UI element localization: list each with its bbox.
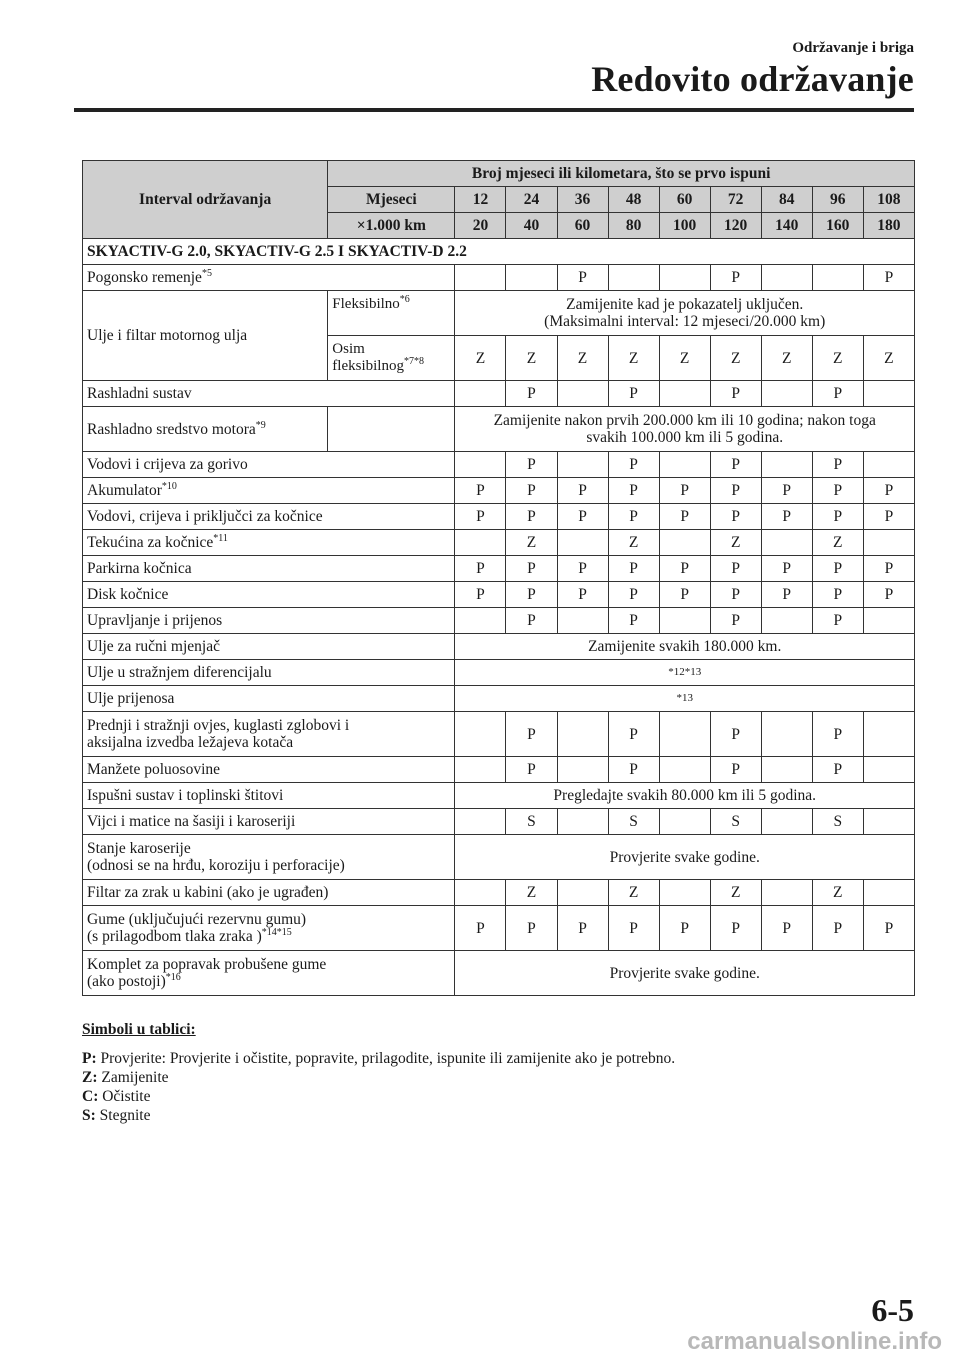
row-label: Manžete poluosovine	[83, 757, 455, 783]
value-cell: P	[608, 757, 659, 783]
table-row	[83, 608, 915, 634]
value-cell: P	[812, 478, 863, 504]
value-cell: P	[710, 381, 761, 407]
value-cell: P	[557, 478, 608, 504]
table-row	[83, 880, 915, 906]
value-cell	[455, 880, 506, 906]
table-row	[83, 504, 915, 530]
row-text: Zamijenite nakon prvih 200.000 km ili 10 godina; nakon toga svakih 100.000 km ili 5 godina.	[455, 407, 915, 452]
value-cell	[557, 530, 608, 556]
row-label: Vodovi, crijeva i priključci za kočnice	[83, 504, 455, 530]
table-row	[83, 809, 915, 835]
row-note: *12*13	[455, 660, 915, 686]
value-cell: P	[863, 265, 914, 291]
value-cell	[761, 712, 812, 757]
value-cell	[761, 757, 812, 783]
value-cell: P	[455, 906, 506, 951]
table-row	[83, 757, 915, 783]
value-cell: Z	[608, 530, 659, 556]
value-cell: Z	[710, 336, 761, 381]
row-text: Provjerite svake godine.	[455, 951, 915, 996]
value-cell: 60	[659, 187, 710, 213]
value-cell: P	[506, 712, 557, 757]
value-cell: P	[659, 582, 710, 608]
value-cell	[659, 757, 710, 783]
table-row	[83, 381, 915, 407]
value-cell: 72	[710, 187, 761, 213]
value-cell: P	[710, 556, 761, 582]
value-cell: P	[557, 906, 608, 951]
value-cell: P	[608, 582, 659, 608]
row-label: Rashladni sustav	[83, 381, 455, 407]
value-cell	[812, 265, 863, 291]
row-text: Pregledajte svakih 80.000 km ili 5 godina.	[455, 783, 915, 809]
table-row	[83, 582, 915, 608]
interval-header: Interval održavanja	[83, 161, 328, 239]
row-label: Disk kočnice	[83, 582, 455, 608]
value-cell: S	[506, 809, 557, 835]
row-label: Ulje u stražnjem diferencijalu	[83, 660, 455, 686]
table-row	[83, 478, 915, 504]
value-cell: S	[812, 809, 863, 835]
value-cell: P	[863, 906, 914, 951]
value-cell: Z	[557, 336, 608, 381]
row-label: Ulje i filtar motornog ulja	[83, 291, 328, 381]
value-cell: P	[812, 608, 863, 634]
value-cell: P	[812, 504, 863, 530]
value-cell	[455, 608, 506, 634]
value-cell	[863, 757, 914, 783]
value-cell: P	[710, 608, 761, 634]
value-cell: 108	[863, 187, 914, 213]
value-cell: P	[659, 556, 710, 582]
value-cell	[863, 530, 914, 556]
row-label: Stanje karoserije (odnosi se na hrđu, koroziju i perforacije)	[83, 835, 455, 880]
value-cell: Z	[455, 336, 506, 381]
value-cell	[455, 452, 506, 478]
legend-item: Z: Zamijenite	[82, 1069, 169, 1086]
value-cell	[455, 809, 506, 835]
value-cell: P	[761, 556, 812, 582]
watermark: carmanualsonline.info	[687, 1328, 942, 1355]
value-cell: P	[659, 906, 710, 951]
value-cell: P	[761, 504, 812, 530]
row-text: Zamijenite svakih 180.000 km.	[455, 634, 915, 660]
value-cell: Z	[659, 336, 710, 381]
value-cell: P	[557, 265, 608, 291]
table-row	[83, 452, 915, 478]
value-cell: Z	[812, 336, 863, 381]
row-label: Parkirna kočnica	[83, 556, 455, 582]
value-cell: Z	[812, 530, 863, 556]
row-label: Ispušni sustav i toplinski štitovi	[83, 783, 455, 809]
value-cell: P	[506, 757, 557, 783]
value-cell	[761, 381, 812, 407]
value-cell	[557, 809, 608, 835]
value-cell: P	[761, 906, 812, 951]
value-cell: P	[710, 757, 761, 783]
value-cell: P	[506, 556, 557, 582]
value-cell: 80	[608, 213, 659, 239]
value-cell: 48	[608, 187, 659, 213]
row-label: Komplet za popravak probušene gume (ako postoji)$^{*16}$	[83, 951, 455, 996]
value-cell: 40	[506, 213, 557, 239]
value-cell: P	[761, 582, 812, 608]
sub-label-flex: Fleksibilno$^{*6}$	[328, 291, 455, 336]
value-cell: P	[812, 381, 863, 407]
value-cell: Z	[506, 336, 557, 381]
table-row	[83, 530, 915, 556]
value-cell	[506, 265, 557, 291]
value-cell: P	[710, 452, 761, 478]
value-cell	[659, 265, 710, 291]
legend-title: Simboli u tablici:	[82, 1021, 196, 1038]
value-cell: P	[608, 556, 659, 582]
value-cell: P	[608, 381, 659, 407]
value-cell: P	[812, 712, 863, 757]
value-cell: Z	[812, 880, 863, 906]
value-cell: 60	[557, 213, 608, 239]
value-cell: 24	[506, 187, 557, 213]
value-cell: P	[710, 712, 761, 757]
value-cell: P	[710, 582, 761, 608]
value-cell	[455, 530, 506, 556]
table-row	[83, 686, 915, 712]
maintenance-table	[82, 160, 915, 996]
value-cell: P	[506, 381, 557, 407]
value-cell: P	[863, 556, 914, 582]
row-label: Upravljanje i prijenos	[83, 608, 455, 634]
table-row	[83, 835, 915, 880]
value-cell: P	[863, 582, 914, 608]
value-cell	[761, 809, 812, 835]
row-label: Pogonsko remenje$^{*5}$	[83, 265, 455, 291]
months-label: Mjeseci	[328, 187, 455, 213]
value-cell	[557, 452, 608, 478]
row-label: Prednji i stražnji ovjes, kuglasti zglobovi i aksijalna izvedba ležajeva kotača	[83, 712, 455, 757]
row-note: *13	[455, 686, 915, 712]
value-cell: P	[812, 452, 863, 478]
value-cell: P	[812, 906, 863, 951]
value-cell	[761, 452, 812, 478]
value-cell: P	[710, 906, 761, 951]
value-cell: P	[506, 452, 557, 478]
value-cell	[455, 265, 506, 291]
value-cell	[863, 452, 914, 478]
value-cell: S	[608, 809, 659, 835]
value-cell: P	[812, 556, 863, 582]
value-cell: P	[608, 906, 659, 951]
legend-item: C: Očistite	[82, 1088, 151, 1105]
table-row	[83, 634, 915, 660]
value-cell	[761, 608, 812, 634]
value-cell: P	[608, 504, 659, 530]
page-title: Redovito održavanje	[591, 59, 914, 99]
empty-cell	[328, 407, 455, 452]
value-cell	[455, 381, 506, 407]
value-cell: P	[710, 478, 761, 504]
row-text: Provjerite svake godine.	[455, 835, 915, 880]
row-label: Tekućina za kočnice$^{*11}$	[83, 530, 455, 556]
value-cell: P	[659, 478, 710, 504]
value-cell: P	[557, 504, 608, 530]
value-cell: P	[761, 478, 812, 504]
value-cell	[659, 809, 710, 835]
table-row	[83, 951, 915, 996]
row-label: Ulje prijenosa	[83, 686, 455, 712]
value-cell: P	[608, 452, 659, 478]
value-cell	[659, 530, 710, 556]
value-cell	[659, 452, 710, 478]
value-cell: 180	[863, 213, 914, 239]
value-cell: Z	[863, 336, 914, 381]
value-cell: Z	[506, 880, 557, 906]
value-cell	[557, 381, 608, 407]
table-row	[83, 712, 915, 757]
value-cell: P	[608, 608, 659, 634]
value-cell	[608, 265, 659, 291]
value-cell: Z	[608, 880, 659, 906]
value-cell	[557, 757, 608, 783]
value-cell: 84	[761, 187, 812, 213]
engine-section: SKYACTIV-G 2.0, SKYACTIV-G 2.5 I SKYACTIV-D 2.2	[83, 239, 915, 265]
value-cell	[659, 880, 710, 906]
value-cell: P	[506, 504, 557, 530]
value-cell: P	[506, 608, 557, 634]
value-cell	[863, 608, 914, 634]
value-cell	[761, 530, 812, 556]
value-cell	[761, 880, 812, 906]
value-cell: 140	[761, 213, 812, 239]
value-cell	[863, 809, 914, 835]
table-row	[83, 265, 915, 291]
row-label: Vijci i matice na šasiji i karoseriji	[83, 809, 455, 835]
value-cell	[761, 265, 812, 291]
header-section: Održavanje i briga	[792, 40, 914, 56]
value-cell	[455, 757, 506, 783]
value-cell: Z	[710, 880, 761, 906]
value-cell	[863, 880, 914, 906]
value-cell	[455, 712, 506, 757]
value-cell: P	[659, 504, 710, 530]
value-cell: P	[812, 582, 863, 608]
value-cell: P	[455, 582, 506, 608]
table-row	[83, 556, 915, 582]
table-row	[83, 291, 915, 336]
value-cell: P	[608, 712, 659, 757]
value-cell	[557, 712, 608, 757]
value-cell: 96	[812, 187, 863, 213]
value-cell: 100	[659, 213, 710, 239]
value-cell	[863, 381, 914, 407]
value-cell: 120	[710, 213, 761, 239]
legend-item: S: Stegnite	[82, 1107, 151, 1124]
table-row	[83, 783, 915, 809]
value-cell: P	[557, 582, 608, 608]
value-cell	[659, 381, 710, 407]
value-cell	[557, 608, 608, 634]
value-cell: 160	[812, 213, 863, 239]
value-cell: Z	[506, 530, 557, 556]
table-row	[83, 906, 915, 951]
table-row	[83, 407, 915, 452]
value-cell	[659, 712, 710, 757]
table-row	[83, 660, 915, 686]
value-cell: S	[710, 809, 761, 835]
value-cell: Z	[608, 336, 659, 381]
value-cell: 20	[455, 213, 506, 239]
value-cell: P	[863, 478, 914, 504]
legend	[82, 1020, 675, 1125]
row-label: Rashladno sredstvo motora$^{*9}$	[83, 407, 328, 452]
value-cell	[557, 880, 608, 906]
sub-label-osim: Osim fleksibilnog$^{*7*8}$	[328, 336, 455, 381]
value-cell: 12	[455, 187, 506, 213]
value-cell: P	[455, 478, 506, 504]
value-cell: P	[710, 265, 761, 291]
row-label: Filtar za zrak u kabini (ako je ugrađen)	[83, 880, 455, 906]
header-rule	[74, 108, 914, 112]
page-number: 6-5	[871, 1292, 914, 1328]
row-label: Ulje za ručni mjenjač	[83, 634, 455, 660]
value-cell: P	[506, 478, 557, 504]
value-cell: P	[608, 478, 659, 504]
value-cell: P	[812, 757, 863, 783]
row-label: Akumulator$^{*10}$	[83, 478, 455, 504]
value-cell: P	[710, 504, 761, 530]
value-cell: Z	[710, 530, 761, 556]
km-label: ×1.000 km	[328, 213, 455, 239]
row-label: Gume (uključujući rezervnu gumu) (s prilagodbom tlaka zraka )$^{*14*15}$	[83, 906, 455, 951]
value-cell: P	[506, 906, 557, 951]
value-cell: Z	[761, 336, 812, 381]
row-label: Vodovi i crijeva za gorivo	[83, 452, 455, 478]
value-cell: P	[557, 556, 608, 582]
flex-text: Zamijenite kad je pokazatelj uključen. (Maksimalni interval: 12 mjeseci/20.000 km)	[455, 291, 915, 336]
value-cell: 36	[557, 187, 608, 213]
legend-item: P: Provjerite: Provjerite i očistite, popravite, prilagodite, ispunite ili zamijenite ako je potrebno.	[82, 1050, 676, 1067]
value-cell	[863, 712, 914, 757]
value-cell: P	[455, 504, 506, 530]
value-cell: P	[506, 582, 557, 608]
value-cell: P	[863, 504, 914, 530]
value-cell	[659, 608, 710, 634]
span-header: Broj mjeseci ili kilometara, što se prvo ispuni	[328, 161, 915, 187]
value-cell: P	[455, 556, 506, 582]
